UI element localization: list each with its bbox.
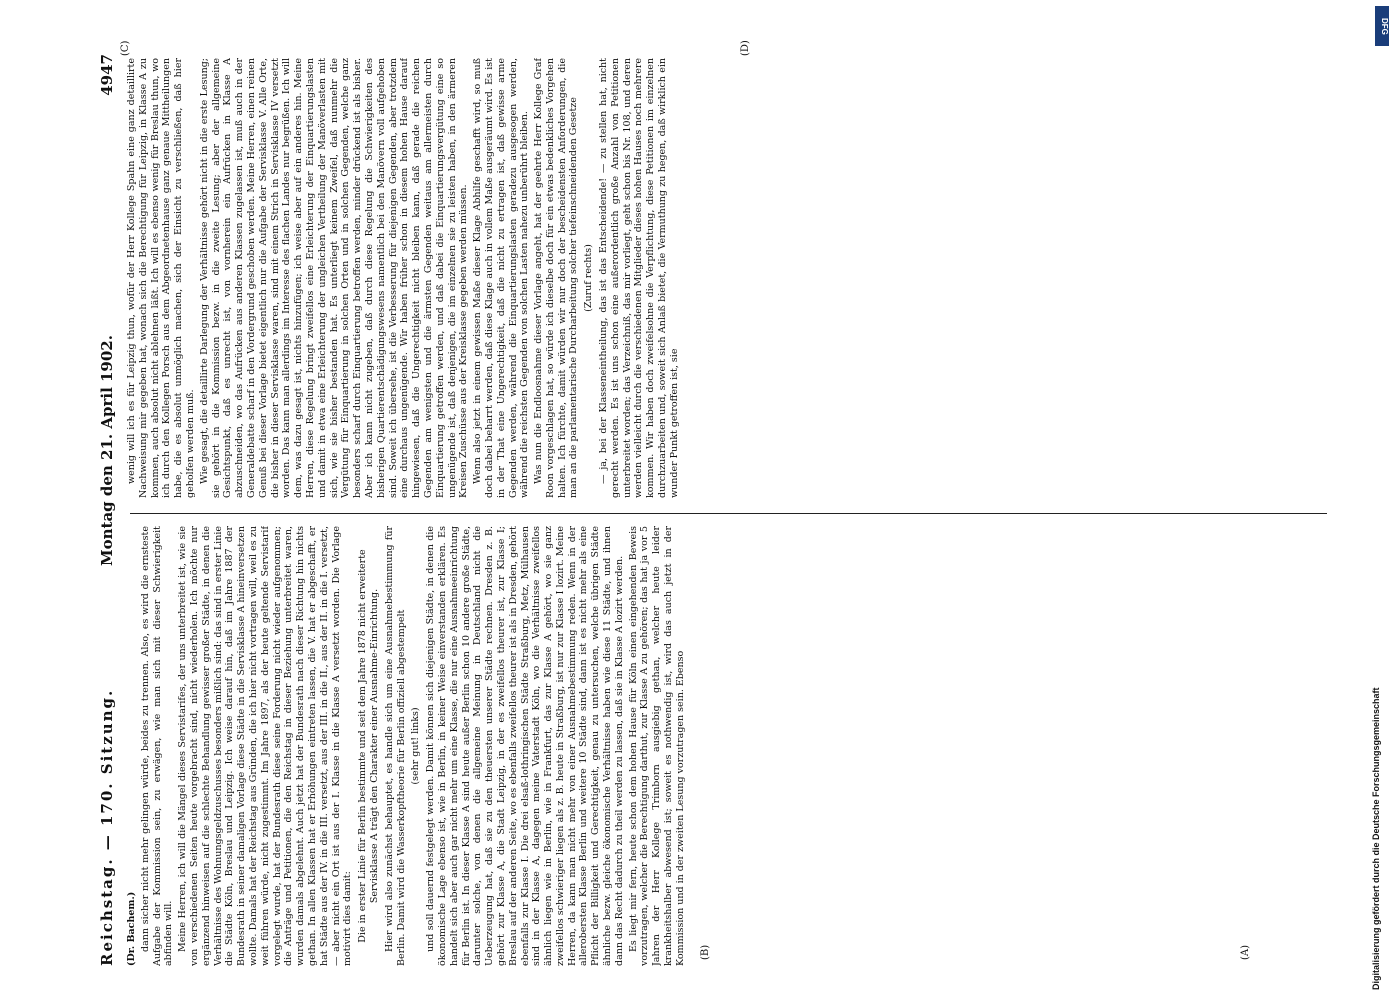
margin-mark-c: (C) [120, 40, 131, 56]
header-date: Montag den 21. April 1902. [98, 335, 116, 566]
paragraph: Was nun die Endloosnahme dieser Vorlage angeht, hat der geehrte Herr Kollege Graf Roon vorgeschlagen hat, so würde ich dieselbe doch für ein etwas bedenkliches Vorgehen halten. Ich fürchte, damit würden wir nur doch der bescheidensten Anforderungen, die man an die parlamentarische Durcharbeitung solcher tiefeinschneidenden Gesetze [533, 58, 580, 498]
paragraph: — ja, bei der Klasseneintheilung, das ist das Entscheidende! — zu stellen hat, nicht gerecht werden. Es ist uns schon eine außerordentlich große Anzahl von Petitionen unterbreitet worden; das Verzeichniß, das mir vorliegt, geht schon bis Nr. 108, und deren werden vielleicht durch die verschiedenen Mitglieder dieses hohen Hauses noch mehrere kommen. Wir haben doch zweifelsohne die Verpflichtung, diese Petitionen im einzelnen durchzuarbeiten und, soweit sich Anlaß bietet, die Vermuthung zu hegen, daß wirklich ein wunder Punkt getroffen ist, sie [598, 58, 680, 498]
paragraph: wenig will ich es für Leipzig thun, wofür der Herr Kollege Spahn eine ganz detaillirte Nachweisung mir gegeben hat, wonach sich die Berechtigung für Leipzig, in Klasse A zu kommen, auch absolut nicht ablehnen läßt. Ich will es ebenso wenig für Breslau thun, wo ich durch den Kollegen Porsch aus dem Abgeordnetenhause ganz genaue Mittheilungen habe, die es absolut unmöglich machen, sich der Einsicht zu verschließen, daß hier geholfen werden muß. [126, 58, 196, 498]
left-column [126, 526, 1337, 966]
digitization-notice: Digitalisierung gefördert durch die Deutsche Forschungsgemeinschaft [1371, 687, 1381, 990]
paragraph: Wie gesagt, die detaillirte Darlegung der Verhältnisse gehört nicht in die erste Lesung; sie gehört in die Kommission bezw. in die zweite Lesung; aber der allgemeine Gesichtspunkt, daß es unrecht ist, von vornherein ein Aufrücken in Klasse A abzuschneiden, wo das Aufrücken aus anderen Klassen zugelassen ist, muß auch in der Generaldebatte scharf in den Vordergrund geschoben werden. Meine Herren, einen reinen Genuß bei dieser Vorlage bietet eigentlich nur die Aufgabe der Servisklasse V. Alle Orte, die bisher in dieser Servisklasse waren, sind mit einem Strich in Servisklasse IV versetzt worden. Das kann man allerdings im Interesse des flachen Landes nur begrüßen. Ich will dem, was dazu gesagt ist, nichts hinzufügen; ich weise aber auf ein anderes hin. Meine Herren, diese Regelung bringt zweifellos eine Erleichterung der Einquartierungslasten und damit in etwa eine Erleichterung der ungleichen Vertheilung der Manöverlasten mit sich, wie sie bisher bestanden hat. Es unterliegt keinem Zweifel, daß nunmehr die Vergütung für Einquartierung in solchen Orten und in solchen Gegenden, welche ganz besonders scharf durch Einquartierung betroffen werden, minder drückend ist als bisher. Aber ich kann nicht zugeben, daß durch diese Regelung die Schwierigkeiten des bisherigen Quartierentschädigungswesens namentlich bei den Manövern voll aufgehoben sind. Soweit ich übersehe, ist die Verbesserung für diejenigen Gegenden, aber trotzdem eine durchaus ungenügende. Wir haben früher schon in diesem hohen Hause darauf hingewiesen, daß die Ungerechtigkeit nicht bleiben kann, daß gerade die reichen Gegenden am wenigsten und die ärmsten Gegenden weitaus am allermeisten durch Einquartierung getroffen werden, und daß dabei die Einquartierungsvergütung eine so ungenügende ist, daß denjenigen, die im einzelnen sie zu leisten haben, in den ärmeren Kreisen Zuschüsse aus der Kreisklasse gegeben werden müssen. [198, 58, 470, 498]
margin-mark-b: (B) [700, 944, 711, 960]
page-header [90, 34, 126, 966]
paragraph: Die in erster Linie für Berlin bestimmte und seit dem Jahre 1878 nicht erweiterte Servisklasse A trägt den Charakter einer Ausnahme-Einrichtung. [357, 549, 380, 943]
page-number: 4947 [98, 54, 116, 96]
interjection: (Zuruf rechts) [583, 244, 595, 312]
column-divider [130, 513, 1327, 514]
margin-mark-a: (A) [1240, 944, 1251, 960]
paragraph: Wenn also jetzt in einem gewissen Maße dieser Klage Abhilfe geschafft wird, so muß doch dabei beharrt werden, daß diese Klage auch in vollem Maße ausgeräumt wird. Es ist in der That eine Ungerechtigkeit, daß die nicht zu ertragen ist, daß gewisse arme Gegenden werden, während die Einquartierungslasten geradezu ausgesogen werden, während die reichsten Gegenden von solchen Lasten nahezu unberührt bleiben. [472, 58, 531, 498]
paragraph: Hier wird also zunächst behauptet, es handle sich um eine Ausnahmebestimmung für Berlin. Damit wird die Wasserkopftheorie für Berlin offiziell abgestempelt [383, 526, 407, 966]
paragraph: Meine Herren, ich will die Mängel dieses Servistarifes, der uns unterbreitet ist, wie sie von verschiedenen Seiten heute vorgebracht sind, nicht wiederholen. Ich möchte nur ergänzend hinweisen auf die schlechte Behandlung gewisser großer Städte, in denen die Verhältnisse des Wohnungsgeldzuschusses besonders mißlich sind: das sind in erster Linie die Städte Köln, Breslau und Leipzig. Ich weise darauf hin, daß im Jahre 1887 der Bundesrath in seiner damaligen Vorlage diese Städte in die Servisklasse A hineinversetzen wollte. Damals hat der Reichstag aus Gründen, die ich hier nicht vortragen will, weil es zu weit führen würde, nicht zugestimmt. Im Jahre 1897, als der heute geltende Servistarif vorgelegt wurde, hat der Bundesrath diese seine Forderung nicht wieder aufgenommen; die Anträge und Petitionen, die den Reichstag in dieser Beziehung unterbreitet waren, wurden damals abgelehnt. Auch jetzt hat der Bundesrath nach dieser Richtung hin nichts gethan. In allen Klassen hat er Erhöhungen eintreten lassen, die V. hat er abgeschafft, er hat Städte aus der IV. in die III. versetzt, aus der III. in die II., aus der II. in die I. versetzt, — aber nicht ein Ort ist aus der I. Klasse in die Klasse A versetzt worden. Die Vorlage motivirt dies damit: [177, 526, 354, 966]
margin-mark-d: (D) [740, 40, 751, 56]
dfg-logo: DFG [1375, 6, 1389, 46]
text-columns [126, 34, 1337, 966]
digitization-strip [1367, 0, 1397, 1000]
paragraph: dann sicher nicht mehr gelingen würde, beides zu trennen. Also, es wird die ernsteste Aufgabe der Kommission sein, zu erwägen, wie man sich mit dieser Schwierigkeit abfinden will. [139, 526, 175, 966]
header-left: Reichstag. — 170. Sitzung. [98, 688, 116, 966]
paragraph: und soll dauernd festgelegt werden. Damit können sich diejenigen Städte, in denen die ökonomische Lage ebenso ist, wie in Berlin, in keiner Weise einverstanden erklären. Es handelt sich aber auch gar nicht mehr um eine Klasse, die nur eine Ausnahmeeinrichtung für Berlin ist. In dieser Klasse A sind heute außer Berlin schon 10 andere große Städte, darunter solche, von denen die allgemeine Meinung in Deutschland nicht die Ueberzeugung hat, daß sie zu den theuersten unserer Städte rechnen. Dresden z. B. gehört zur Klasse A, die Stadt Leipzig, in der es zweifellos theurer ist, zur Klasse I; Breslau auf der anderen Seite, wo es ebenfalls zweifellos theurer ist als in Dresden, gehört ebenfalls zur Klasse I. Die drei elsaß-lothringischen Städte Straßburg, Metz, Mülhausen sind in der Klasse A, dagegen meine Vaterstadt Köln, wo die Verhältnisse zweifellos ähnlich liegen wie in Berlin, wie in Frankfurt, das zur Klasse A gehört, wo sie ganz zweifellos schwieriger liegen als z. B. heute in Straßburg, ist nur zur Klasse I lozirt. Meine Herren, da kann man nicht mehr von einer Ausnahmebestimmung reden. Wenn in der allerobersten Klasse Berlin und weitere 10 Städte sind, dann ist es nicht mehr als eine Pflicht der Billigkeit und Gerechtigkeit, genau zu untersuchen, welche übrigen Städte ähnliche bezw. gleiche ökonomische Verhältnisse haben wie diese 11 Städte, und ihnen dann das Recht dadurch zu theil werden zu lassen, daß sie in Klasse A lozirt werden. [425, 526, 625, 966]
interjection: (sehr gut! links) [410, 707, 422, 785]
right-column [126, 58, 1337, 498]
paragraph: Es liegt mir fern, heute schon dem hohen Hause für Köln einen eingehenden Beweis vorzutragen, welcher die Berechtigung darthut, zur Klasse A zu gehören; das hat ja vor 5 Jahren der Herr Kollege Trimborn ausgiebig gethan, welcher heute leider krankheitshalber abwesend ist; soweit es nothwendig ist, wird das auch jetzt in der Kommission und in der zweiten Lesung vorzutragen sein. Ebenso [627, 526, 686, 966]
speaker-label: (Dr. Bachem.) [126, 891, 137, 966]
